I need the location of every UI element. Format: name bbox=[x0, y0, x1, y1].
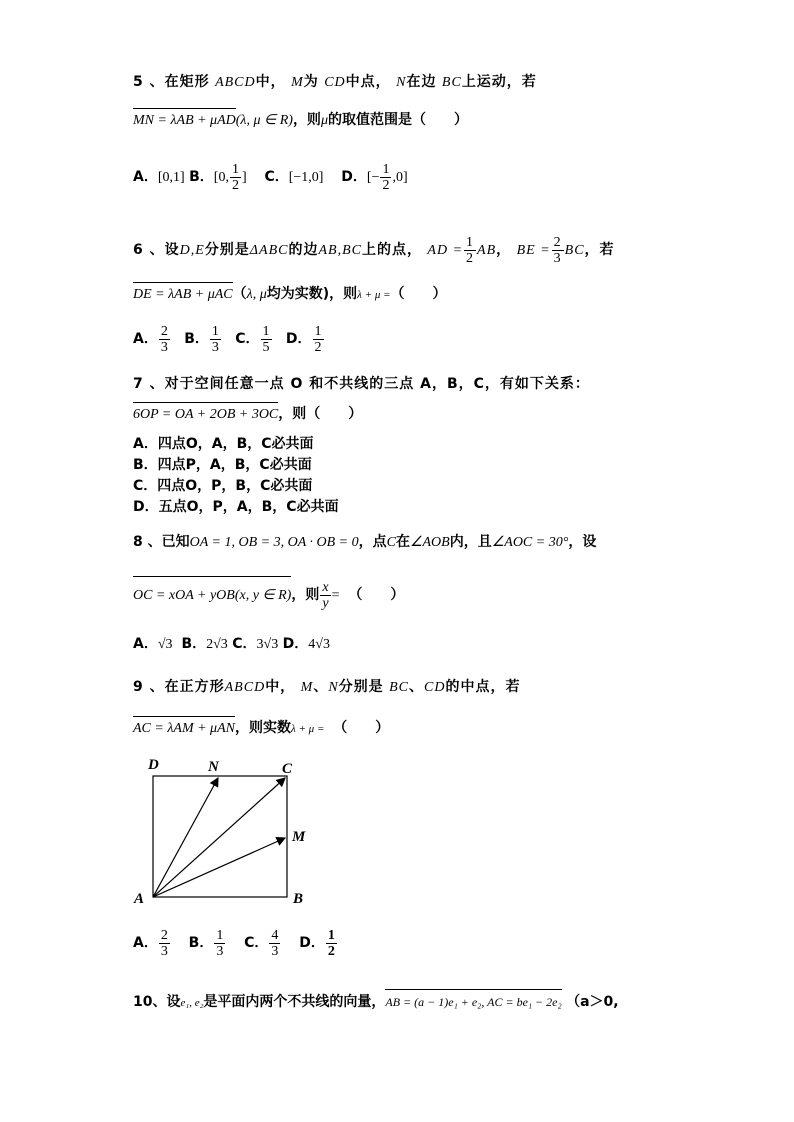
q7-option-b: B．四点P，A，B，C必共面 bbox=[133, 457, 312, 473]
q7-option-c: C．四点O，P，B，C必共面 bbox=[133, 478, 313, 494]
label-n: N bbox=[208, 759, 219, 775]
q7-option-a: A．四点O，A，B，C必共面 bbox=[133, 436, 314, 452]
q8-options: A．√3 B．2√3 C．3√3 D．4√3 bbox=[133, 636, 330, 652]
q10-stem: 10、设e₁, e₂是平面内两个不共线的向量，AB = (a − 1)e₁ + e₂, AC = be₁ − 2e₂ （a＞0, bbox=[133, 994, 619, 1010]
label-c: C bbox=[282, 761, 293, 777]
q6-equation-line: DE = λAB + μAC（λ, μ均为实数)，则λ + μ =（ ） bbox=[133, 284, 447, 305]
q6-options: A． $\frac{2}{3}$ B． $\frac{1}{3}$ C． $\frac{1}{5}$ D． $\frac{1}{2}$ bbox=[133, 323, 322, 355]
q7-option-d: D．五点O，P，A，B，C必共面 bbox=[133, 499, 339, 515]
vector-an bbox=[153, 778, 218, 897]
q10-vector-equation: AB = (a − 1)e₁ + e₂, AC = be₁ − 2e₂ bbox=[385, 992, 561, 1012]
q9-options: A． $\frac{2}{3}$ B． $\frac{1}{3}$ C． $\frac{4}{3}$ D． $\frac{1}{2}$ bbox=[133, 927, 335, 959]
q9-equation-line: AC = λAM + μAN，则实数λ + μ = （ ） bbox=[133, 718, 389, 739]
q5-stem: 5 、在矩形 ABCD中， M为 CD中点， N在边 BC上运动，若 bbox=[133, 74, 537, 90]
label-d: D bbox=[148, 757, 159, 773]
label-b: B bbox=[293, 891, 304, 907]
vector-am bbox=[153, 838, 285, 897]
q5-vector-equation: MN = λAB + μAD bbox=[133, 111, 236, 131]
q7-vector-equation: 6OP = OA + 2OB + 3OC bbox=[133, 405, 278, 425]
label-m: M bbox=[292, 829, 306, 845]
q6-stem: 6 、设D,E分别是ΔABC的边AB,BC上的点， AD = $\frac{1}{2}$ AB， BE = $\frac{2}{3}$ BC，若 bbox=[133, 234, 615, 266]
q7-equation-line: 6OP = OA + 2OB + 3OC，则（ ） bbox=[133, 404, 362, 425]
q5-options: A．[0,1] B．[0, $\frac{1}{2}$ ] C．[−1,0] D．[− $\frac{1}{2}$ ,0] bbox=[133, 161, 408, 193]
q8-vector-equation: OC = xOA + yOB(x, y ∈ R) bbox=[133, 579, 291, 613]
q9-vector-equation: AC = λAM + μAN bbox=[133, 719, 235, 739]
q9-square-figure bbox=[130, 752, 320, 912]
q7-stem: 7 、对于空间任意一点 O 和不共线的三点 A，B，C，有如下关系： bbox=[133, 376, 590, 392]
q8-equation-line: OC = xOA + yOB(x, y ∈ R)，则 $\frac{x}{y}$ = （ ） bbox=[133, 578, 404, 613]
q8-stem: 8 、已知OA = 1, OB = 3, OA · OB = 0，点C在∠AOB内，且∠AOC = 30°，设 bbox=[133, 534, 597, 550]
q6-vector-equation: DE = λAB + μAC bbox=[133, 285, 233, 305]
label-a: A bbox=[134, 891, 145, 907]
q5-equation-line: MN = λAB + μAD(λ, μ ∈ R)，则μ的取值范围是（ ） bbox=[133, 110, 468, 131]
vector-ac bbox=[153, 778, 285, 897]
q9-stem: 9 、在正方形ABCD中， M、N分别是 BC、CD的中点，若 bbox=[133, 679, 521, 695]
